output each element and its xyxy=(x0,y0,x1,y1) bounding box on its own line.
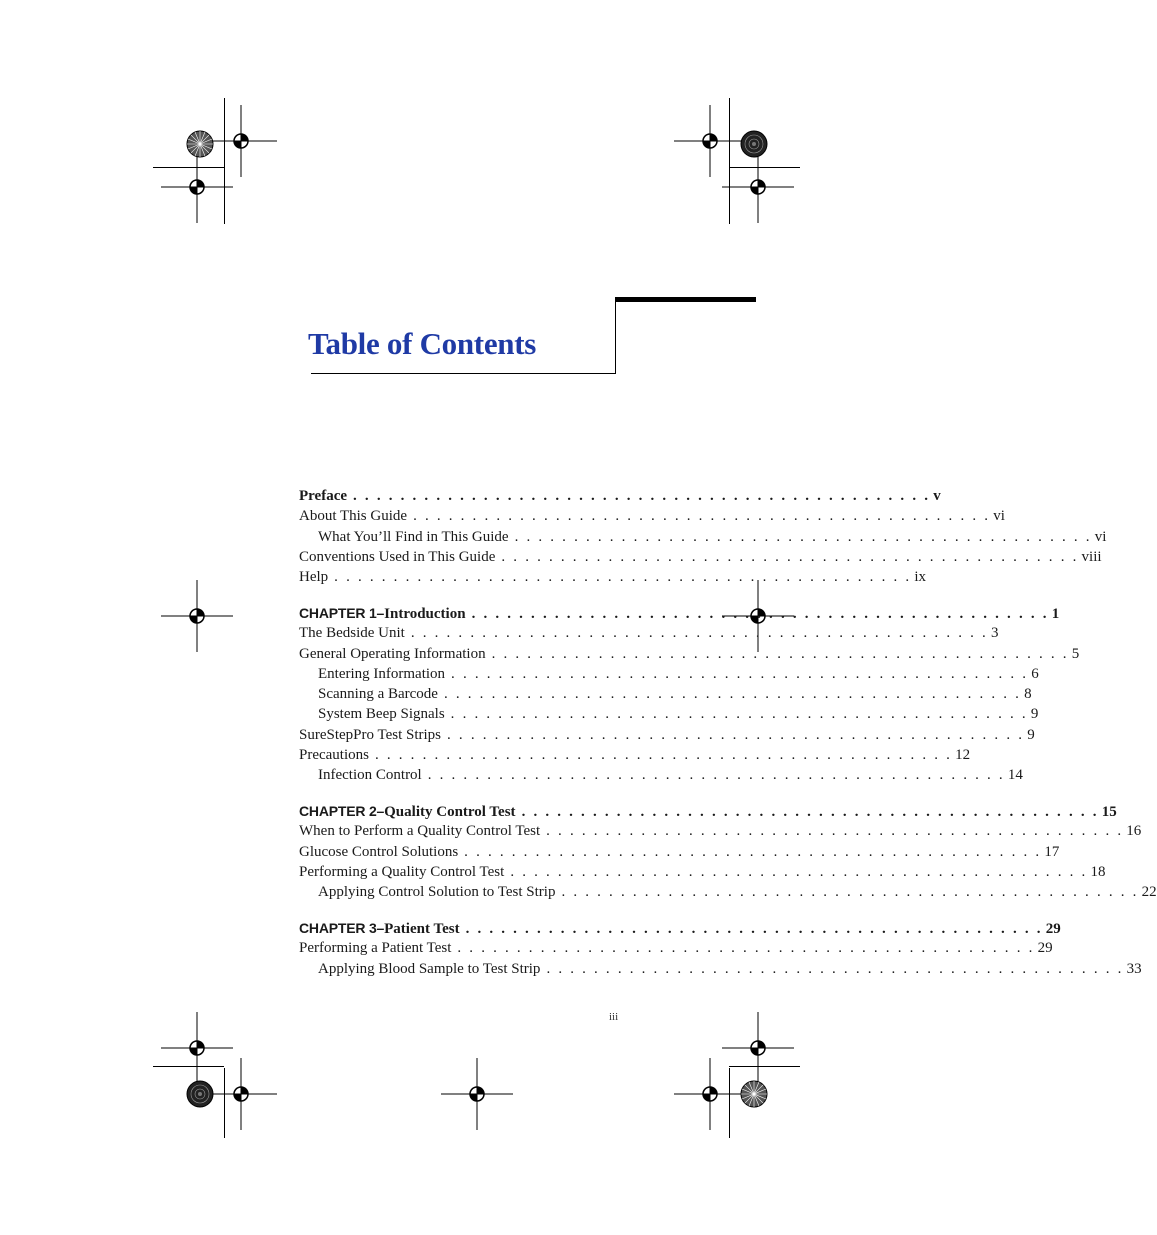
toc-entry[interactable] xyxy=(299,547,1102,567)
toc-entry-page: 15 xyxy=(1101,804,1117,821)
dot-leader: . . . . . . . . . . . . . . . . . . . . . . . . . . . . . . . . . . . . . . . . . . . . . . . . . xyxy=(410,625,988,642)
dot-leader: . . . . . . . . . . . . . . . . . . . . . . . . . . . . . . . . . . . . . . . . . . . . . . . . . xyxy=(521,804,1099,821)
chapter-number: CHAPTER 1– xyxy=(299,604,385,621)
dot-leader: . . . . . . . . . . . . . . . . . . . . . . . . . . . . . . . . . . . . . . . . . . . . . . . . . xyxy=(514,528,1092,545)
dot-leader: . . . . . . . . . . . . . . . . . . . . . . . . . . . . . . . . . . . . . . . . . . . . . . . . . xyxy=(451,665,1029,682)
toc-entry-label: General Operating Information xyxy=(299,645,486,662)
toc-entry-page: v xyxy=(933,488,941,504)
toc-entry-page: 14 xyxy=(1007,767,1023,784)
toc-entry[interactable] xyxy=(299,765,1023,785)
dot-leader: . . . . . . . . . . . . . . . . . . . . . . . . . . . . . . . . . . . . . . . . . . . . . . . . . xyxy=(561,884,1139,901)
chapter-title: Introduction xyxy=(384,605,466,622)
toc-entry-label: Help xyxy=(299,569,329,586)
toc-entry-page: 18 xyxy=(1090,864,1106,881)
toc-section-chapter-3 xyxy=(299,918,1142,979)
table-of-contents xyxy=(299,486,1157,979)
toc-entry[interactable] xyxy=(299,664,1039,684)
color-rosette-icon xyxy=(186,1080,214,1108)
toc-entry-page: 8 xyxy=(1024,686,1032,703)
toc-entry-label: The Bedside Unit xyxy=(299,625,405,642)
toc-entry[interactable] xyxy=(299,567,926,587)
toc-entry[interactable] xyxy=(299,644,1080,664)
chapter-title: Quality Control Test xyxy=(384,804,516,821)
toc-entry-page: 5 xyxy=(1071,645,1080,662)
dot-leader: . . . . . . . . . . . . . . . . . . . . . . . . . . . . . . . . . . . . . . . . . . . . . . . . . xyxy=(501,548,1079,565)
toc-entry[interactable] xyxy=(299,938,1053,958)
toc-section-chapter-2 xyxy=(299,801,1157,902)
toc-entry[interactable] xyxy=(299,486,941,506)
toc-entry-page: 1 xyxy=(1051,605,1060,622)
dot-leader: . . . . . . . . . . . . . . . . . . . . . . . . . . . . . . . . . . . . . . . . . . . . . . . . . xyxy=(491,645,1069,662)
registration-mark-icon xyxy=(161,151,233,223)
dot-leader: . . . . . . . . . . . . . . . . . . . . . . . . . . . . . . . . . . . . . . . . . . . . . . . . . xyxy=(374,747,953,764)
toc-section-chapter-1 xyxy=(299,603,1080,786)
toc-entry[interactable] xyxy=(299,959,1142,979)
toc-entry-page: 29 xyxy=(1045,921,1061,938)
page-title: Table of Contents xyxy=(308,326,537,361)
toc-entry-page: 16 xyxy=(1126,823,1142,840)
registration-mark-icon xyxy=(161,580,233,652)
dot-leader: . . . . . . . . . . . . . . . . . . . . . . . . . . . . . . . . . . . . . . . . . . . . . . . . . xyxy=(464,843,1042,860)
header-rule-side xyxy=(615,299,616,374)
dot-leader: . . . . . . . . . . . . . . . . . . . . . . . . . . . . . . . . . . . . . . . . . . . . . . . . . xyxy=(427,767,1005,784)
dot-leader: . . . . . . . . . . . . . . . . . . . . . . . . . . . . . . . . . . . . . . . . . . . . . . . . . xyxy=(447,726,1025,743)
toc-entry-page: 9 xyxy=(1027,726,1035,743)
toc-entry-page: ix xyxy=(914,569,926,586)
toc-entry[interactable] xyxy=(299,527,1107,547)
registration-mark-icon xyxy=(674,1058,746,1130)
toc-entry-label: SureStepPro Test Strips xyxy=(299,726,442,743)
dot-leader: . . . . . . . . . . . . . . . . . . . . . . . . . . . . . . . . . . . . . . . . . . . . . . . . . xyxy=(546,823,1124,840)
toc-entry-label xyxy=(299,603,466,624)
color-rosette-icon xyxy=(740,1080,768,1108)
toc-entry-label xyxy=(299,918,460,939)
toc-entry[interactable] xyxy=(299,821,1142,841)
toc-entry-label: Precautions xyxy=(299,747,369,764)
registration-mark-icon xyxy=(205,1058,277,1130)
dot-leader: . . . . . . . . . . . . . . . . . . . . . . . . . . . . . . . . . . . . . . . . . . . . . . . . . xyxy=(450,706,1028,723)
toc-section-preface xyxy=(299,486,1107,587)
toc-entry-label: System Beep Signals xyxy=(318,706,445,723)
toc-entry[interactable] xyxy=(299,684,1032,704)
registration-mark-icon xyxy=(441,1058,513,1130)
toc-entry-page: 12 xyxy=(955,747,971,764)
page-number: iii xyxy=(609,1011,619,1023)
toc-entry-page: 22 xyxy=(1141,884,1157,901)
toc-entry-label: Applying Control Solution to Test Strip xyxy=(318,884,556,901)
toc-entry-page: 33 xyxy=(1126,960,1142,977)
toc-entry[interactable] xyxy=(299,725,1035,745)
toc-entry-page: vi xyxy=(1094,528,1107,545)
header-rule-bottom xyxy=(311,373,616,374)
toc-entry[interactable] xyxy=(299,704,1039,724)
toc-entry[interactable] xyxy=(299,918,1061,938)
toc-entry-label: Conventions Used in This Guide xyxy=(299,548,496,565)
toc-entry-label: Preface xyxy=(299,488,348,504)
toc-entry[interactable] xyxy=(299,506,1005,526)
dot-leader: . . . . . . . . . . . . . . . . . . . . . . . . . . . . . . . . . . . . . . . . . . . . . . . . . xyxy=(510,864,1088,881)
chapter-title: Patient Test xyxy=(384,921,460,938)
toc-entry[interactable] xyxy=(299,623,999,643)
toc-entry-label: Infection Control xyxy=(318,767,422,784)
toc-entry-label xyxy=(299,801,516,822)
chapter-number: CHAPTER 3– xyxy=(299,920,385,937)
dot-leader: . . . . . . . . . . . . . . . . . . . . . . . . . . . . . . . . . . . . . . . . . . . . . . . . . xyxy=(334,569,912,586)
dot-leader: . . . . . . . . . . . . . . . . . . . . . . . . . . . . . . . . . . . . . . . . . . . . . . . . . xyxy=(471,605,1049,622)
toc-entry-page: 3 xyxy=(990,625,999,642)
toc-entry[interactable] xyxy=(299,862,1106,882)
toc-entry-label: Performing a Quality Control Test xyxy=(299,864,505,881)
toc-entry[interactable] xyxy=(299,745,971,765)
color-rosette-icon xyxy=(740,130,768,158)
toc-entry-label: Entering Information xyxy=(318,665,446,682)
dot-leader: . . . . . . . . . . . . . . . . . . . . . . . . . . . . . . . . . . . . . . . . . . . . . . . . . xyxy=(353,488,931,504)
toc-entry-label: Performing a Patient Test xyxy=(299,940,452,957)
toc-entry-page: 29 xyxy=(1037,940,1053,957)
toc-entry[interactable] xyxy=(299,842,1060,862)
color-rosette-icon xyxy=(186,130,214,158)
chapter-number: CHAPTER 2– xyxy=(299,803,385,820)
toc-entry[interactable] xyxy=(299,801,1117,821)
toc-entry[interactable] xyxy=(299,603,1060,623)
toc-entry-page: vi xyxy=(993,508,1005,525)
toc-entry[interactable] xyxy=(299,882,1157,902)
dot-leader: . . . . . . . . . . . . . . . . . . . . . . . . . . . . . . . . . . . . . . . . . . . . . . . . . xyxy=(457,940,1035,957)
dot-leader: . . . . . . . . . . . . . . . . . . . . . . . . . . . . . . . . . . . . . . . . . . . . . . . . . xyxy=(546,960,1124,977)
registration-mark-icon xyxy=(722,151,794,223)
dot-leader: . . . . . . . . . . . . . . . . . . . . . . . . . . . . . . . . . . . . . . . . . . . . . . . . . xyxy=(465,921,1043,938)
toc-entry-page: 6 xyxy=(1031,665,1039,682)
toc-entry-page: viii xyxy=(1081,548,1102,565)
dot-leader: . . . . . . . . . . . . . . . . . . . . . . . . . . . . . . . . . . . . . . . . . . . . . . . . . xyxy=(443,686,1022,703)
header-rule-top xyxy=(615,297,756,302)
toc-entry-label: When to Perform a Quality Control Test xyxy=(299,823,541,840)
toc-entry-label: Glucose Control Solutions xyxy=(299,843,459,860)
toc-entry-label: Applying Blood Sample to Test Strip xyxy=(318,960,541,977)
toc-entry-label: Scanning a Barcode xyxy=(318,686,438,703)
toc-entry-page: 9 xyxy=(1030,706,1039,723)
toc-entry-label: What You’ll Find in This Guide xyxy=(318,528,509,545)
toc-entry-label: About This Guide xyxy=(299,508,408,525)
dot-leader: . . . . . . . . . . . . . . . . . . . . . . . . . . . . . . . . . . . . . . . . . . . . . . . . . xyxy=(413,508,991,525)
toc-entry-page: 17 xyxy=(1044,843,1060,860)
